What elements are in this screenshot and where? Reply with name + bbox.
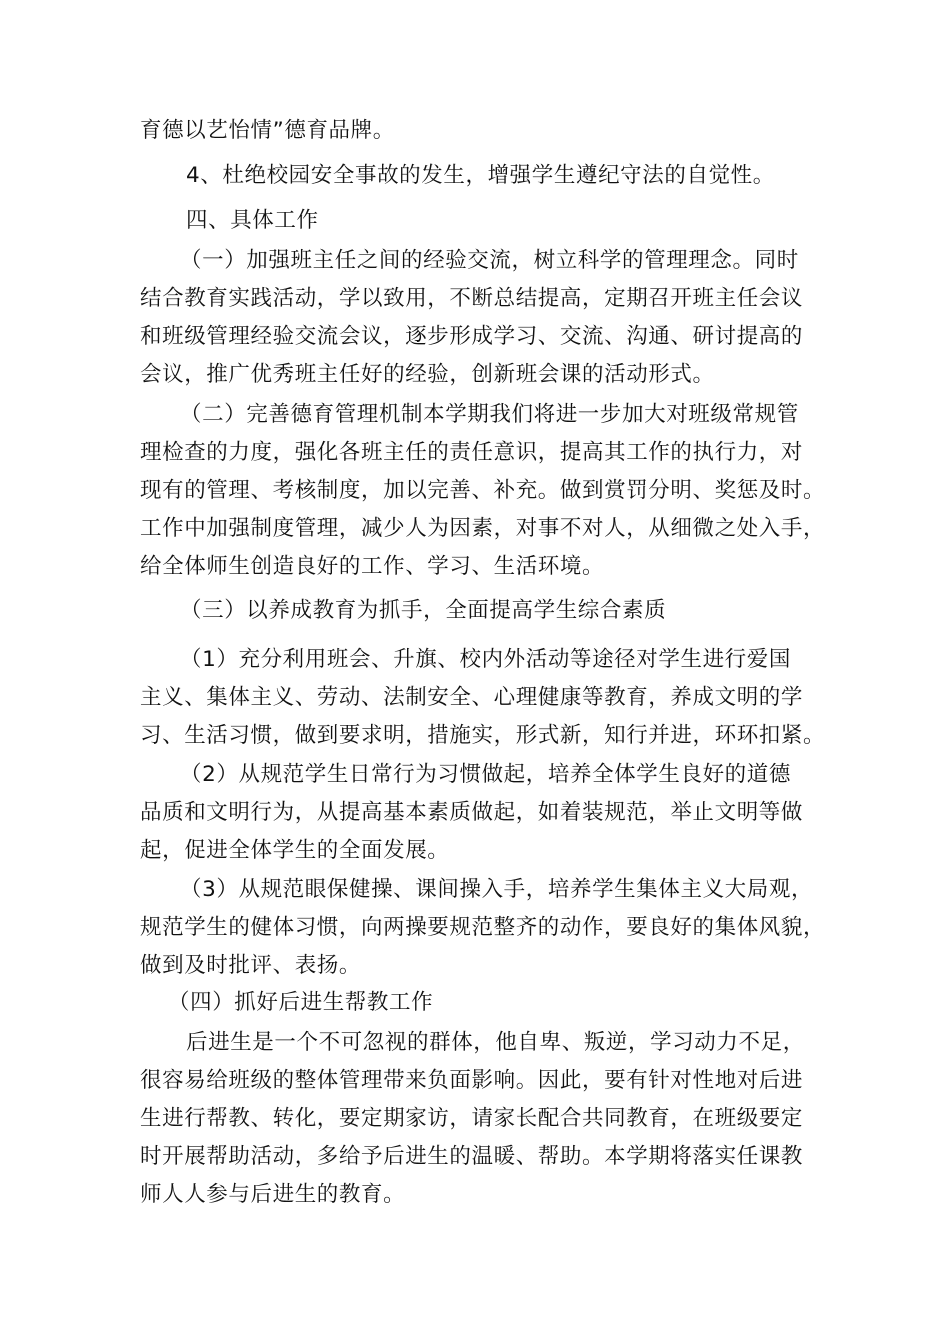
text-line: （二）完善德育管理机制本学期我们将进一步加大对班级常规管 <box>180 402 799 427</box>
text-line: （2）从规范学生日常行为习惯做起，培养全体学生良好的道德 <box>180 762 791 787</box>
paragraph-laggard-students <box>140 1024 830 1214</box>
paragraph-section-3 <box>140 592 830 630</box>
text-line: 理检查的力度，强化各班主任的责任意识，提高其工作的执行力，对 <box>140 440 804 465</box>
paragraph-continuation <box>140 112 830 150</box>
text-line: 品质和文明行为，从提高基本素质做起，如着装规范，举止文明等做 <box>140 800 804 825</box>
text-line: 会议，推广优秀班主任好的经验，创新班会课的活动形式。 <box>140 362 715 387</box>
text-line: 做到及时批评、表扬。 <box>140 953 362 978</box>
paragraph-sub-item-2 <box>140 756 830 870</box>
text-line: 习、生活习惯，做到要求明，措施实，形式新，知行并进，环环扣紧。 <box>140 723 826 748</box>
paragraph-section-1 <box>140 242 830 394</box>
text-line: （四）抓好后进生帮教工作 <box>168 990 434 1015</box>
text-line: 师人人参与后进生的教育。 <box>140 1182 406 1207</box>
text-line: 育德以艺怡情”德育品牌。 <box>140 118 395 143</box>
paragraph-section-2 <box>140 396 830 586</box>
text-line: （3）从规范眼保健操、课间操入手，培养学生集体主义大局观， <box>180 877 814 902</box>
text-line: 很容易给班级的整体管理带来负面影响。因此，要有针对性地对后进 <box>140 1068 804 1093</box>
text-line: 结合教育实践活动，学以致用，不断总结提高，定期召开班主任会议 <box>140 286 804 311</box>
text-line: 生进行帮教、转化，要定期家访，请家长配合共同教育，在班级要定 <box>140 1106 804 1131</box>
text-line: 后进生是一个不可忽视的群体，他自卑、叛逆，学习动力不足， <box>186 1030 805 1055</box>
text-line: 和班级管理经验交流会议，逐步形成学习、交流、沟通、研讨提高的 <box>140 324 804 349</box>
text-line: 时开展帮助活动，多给予后进生的温暖、帮助。本学期将落实任课教 <box>140 1144 804 1169</box>
paragraph-section-4 <box>140 984 830 1022</box>
paragraph-sub-item-1 <box>140 641 830 755</box>
text-line: 现有的管理、考核制度，加以完善、补充。做到赏罚分明、奖惩及时。 <box>140 478 826 503</box>
text-line: （三）以养成教育为抓手，全面提高学生综合素质 <box>180 598 667 623</box>
section-heading-4 <box>140 202 830 240</box>
text-line: 4、杜绝校园安全事故的发生，增强学生遵纪守法的自觉性。 <box>186 163 775 188</box>
paragraph-item-4 <box>140 157 830 195</box>
text-line: 四、具体工作 <box>186 208 319 233</box>
text-line: 起，促进全体学生的全面发展。 <box>140 838 450 863</box>
text-line: 主义、集体主义、劳动、法制安全、心理健康等教育，养成文明的学 <box>140 685 804 710</box>
paragraph-sub-item-3 <box>140 871 830 985</box>
text-line: （1）充分利用班会、升旗、校内外活动等途径对学生进行爱国 <box>180 647 791 672</box>
text-line: （一）加强班主任之间的经验交流，树立科学的管理理念。同时 <box>180 248 799 273</box>
text-line: 规范学生的健体习惯，向两操要规范整齐的动作，要良好的集体风貌， <box>140 915 826 940</box>
text-line: 工作中加强制度管理，减少人为因素，对事不对人，从细微之处入手， <box>140 516 826 541</box>
text-line: 给全体师生创造良好的工作、学习、生活环境。 <box>140 554 605 579</box>
